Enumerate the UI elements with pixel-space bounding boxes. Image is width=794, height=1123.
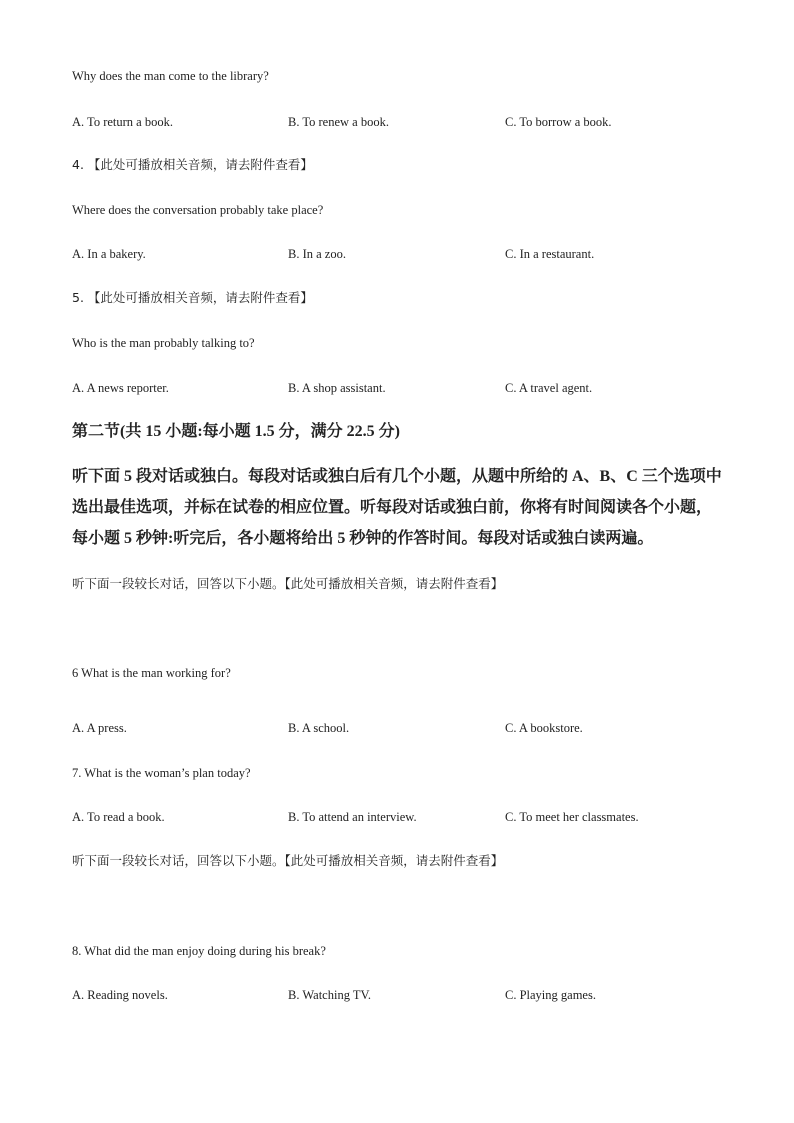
option-a: A. To return a book. [72,115,173,129]
option-c: C. Playing games. [505,988,596,1002]
option-b: B. A school. [288,721,350,735]
question-4-text: Where does the conversation probably take place? [72,203,324,217]
option-a: A. A press. [72,721,127,735]
dialog-1-intro: 听下面一段较长对话，回答以下小题。【此处可播放相关音频，请去附件查看】 [72,576,504,591]
dialog-2-intro: 听下面一段较长对话，回答以下小题。【此处可播放相关音频，请去附件查看】 [72,853,504,868]
question-6-options [0,720,794,736]
question-6-text: 6 What is the man working for? [72,666,231,680]
option-a: A. In a bakery. [72,247,146,261]
option-a: A. Reading novels. [72,988,168,1002]
question-3-options [0,114,794,130]
question-7-options [0,809,794,825]
section-2-instruction: 听下面 5 段对话或独白。每段对话或独白后有几个小题，从题中所给的 A、B、C 三个选项中选出最佳选项，并标在试卷的相应位置。听每段对话或独白前，你将有时间阅读各个小题，每小题 5 秒钟:听完后，各小题将给出 5 秒钟的作答时间。每段对话或独白读两遍。 [72,468,722,547]
question-5-text: Who is the man probably talking to? [72,336,255,350]
question-5-options [0,380,794,396]
option-c: C. To borrow a book. [505,115,612,129]
option-c: C. In a restaurant. [505,247,595,261]
question-3-text: Why does the man come to the library? [72,69,269,83]
question-8-options [0,987,794,1003]
option-b: B. A shop assistant. [288,381,386,395]
section-2-title: 第二节(共 15 小题:每小题 1.5 分，满分 22.5 分) [72,423,400,440]
option-c: C. A bookstore. [505,721,583,735]
option-a: A. To read a book. [72,810,165,824]
option-c: C. To meet her classmates. [505,810,639,824]
question-5-header: 5. 【此处可播放相关音频，请去附件查看】 [72,290,313,305]
option-b: B. To attend an interview. [288,810,417,824]
option-a: A. A news reporter. [72,381,169,395]
question-7-text: 7. What is the woman’s plan today? [72,766,251,780]
option-b: B. To renew a book. [288,115,389,129]
option-c: C. A travel agent. [505,381,593,395]
option-b: B. In a zoo. [288,247,346,261]
question-8-text: 8. What did the man enjoy doing during his break? [72,944,326,958]
option-b: B. Watching TV. [288,988,372,1002]
question-4-options [0,246,794,262]
question-4-header: 4. 【此处可播放相关音频，请去附件查看】 [72,157,313,172]
